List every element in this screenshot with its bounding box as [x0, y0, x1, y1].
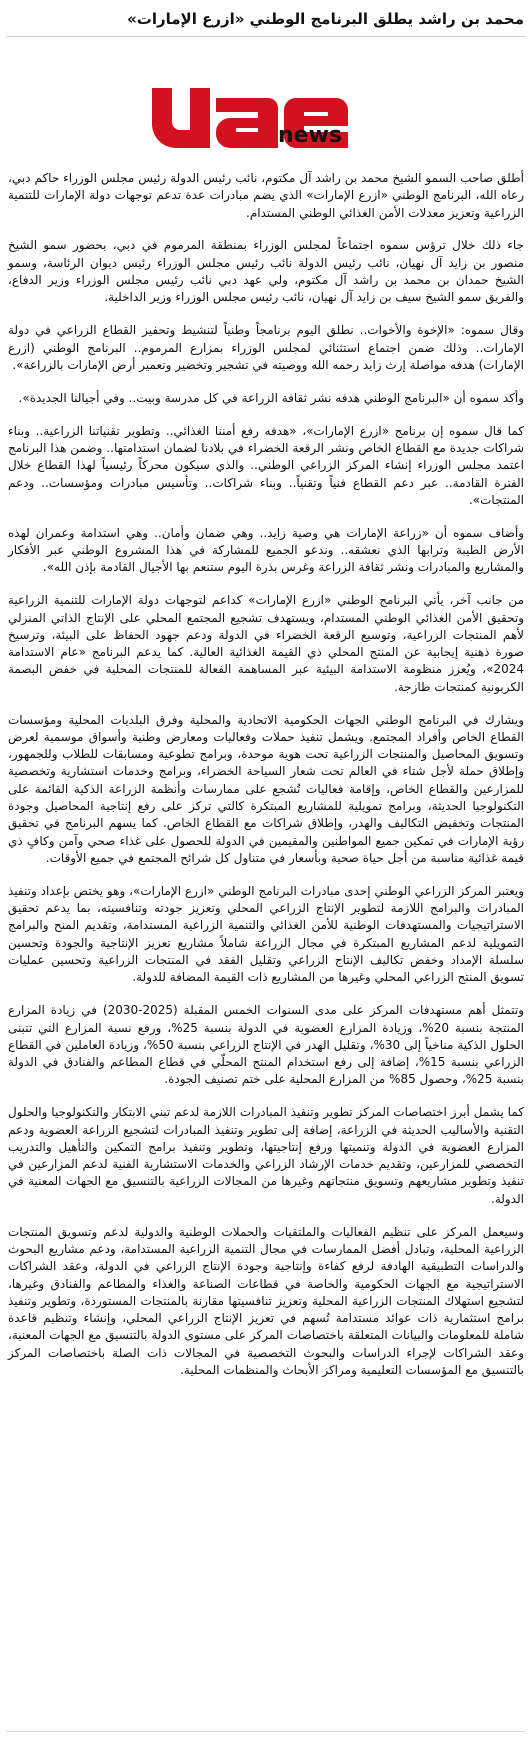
- headline-divider: [6, 36, 526, 37]
- article-headline: محمد بن راشد يطلق البرنامج الوطني «ازرع الإمارات»: [127, 10, 524, 28]
- article-paragraph: كما يشمل أبرز اختصاصات المركز تطوير وتنفيذ المبادرات اللازمة لدعم تبني الابتكار والتكنولوجيا والحلول التقنية والأساليب الحديثة في الزراعة، إضافة إلى تطوير وتنفيذ المبادرات لتشجيع الزراعة العضوية ودعم المزارع العضوية في الدولة وتنميتها ورفع إنتاجيتها، وتطوير وتنفيذ برامج التمكين والتأهيل والتدريب التخصصي للمزارعين، وتقديم خدمات الإرشاد الزراعي والخدمات الاستشارية الفنية لدعم المزارعين في تنفيذ وتطوير مشاريعهم وتسويق منتجاتهم وغيرها من المجالات الزراعية بالتنسيق مع الجهات المعنية في الدولة.: [8, 1105, 524, 1206]
- bottom-divider: [6, 1731, 526, 1732]
- article-paragraph: كما قال سموه إن برنامج «ازرع الإمارات»، «هدفه رفع أمننا الغذائي.. وتطوير تقنياتنا الزراعية.. وبناء شراكات جديدة مع القطاع الخاص ونشر الرقعة الخضراء في بلادنا لضمان استدامتها.. وضمن هذا البرنامج اعتمد مجلس الوزراء إنشاء المركز الزراعي الوطني.. والذي سيكون محركاً رئيسياً لهذا القطاع خلال الفترة القادمة.. عبر دعم القطاع فنياً وتقنياً.. وبناء شراكات.. وتأسيس مبادرات ومؤسسات.. ودعم المنتجات».: [8, 423, 524, 507]
- article-paragraph: ويشارك في البرنامج الوطني الجهات الحكومية الاتحادية والمحلية وفرق البلديات المحلية ومؤسسات القطاع الخاص وأفراد المجتمع. ويشمل تنفيذ حملات وفعاليات ومعارض وطنية وأسواق موسمية لعرض وتسويق المحاصيل والمنتجات الزراعية تحت هوية موحدة، وبرامج تطوعية ومسابقات للطلاب وللجمهور، وإطلاق حملة لأجل شتاء في العالم تحت شعار السياحة الخضراء، وبرامج وخدمات استشارية وتخصصية للمزارعين والقطاع الخاص، وإقامة فعاليات تُشجع على ممارسات وأنظمة الزراعة الذكية القائمة على التكنولوجيا الحديثة، وبرامج تمويلية للمشاريع المبتكرة كالتي تركز على رفع إنتاجية المحاصيل وجودة المنتجات وتخفيض التكاليف والهدر، وإطلاق شراكات مع القطاع الخاص. كما يسهم البرنامج في تحقيق رؤية الإمارات في تمكين جميع المواطنين والمقيمين في الدولة للحصول على غذاء صحي وآمن وكافٍ ذي قيمة غذائية مناسبة من أجل حياة صحية وبأسعار في متناول كل شرائح المجتمع في جميع الأوقات.: [8, 712, 524, 865]
- article-paragraph: ويعتبر المركز الزراعي الوطني إحدى مبادرات البرنامج الوطني «ازرع الإمارات»، وهو يختص بإعداد وتنفيذ المبادرات والبرامج اللازمة لتطوير الإنتاج الزراعي المحلي وتعزيز جودته وتنافسيته، بما يدعم تحقيق الاستراتيجيات والمستهدفات الوطنية للأمن الغذائي والتنمية الزراعية المستدامة، وتقديم المنح والبرامج التمويلية لدعم المشاريع المبتكرة في مجال الزراعة شاملاً مشاريع تعزيز الإنتاجية والجودة وتحسين سلسلة الإمداد وخفض تكاليف الإنتاج الزراعي وتقليل الفقد في المنتجات الزراعية وتحسين عمليات تسويق المنتج الزراعي المحلي وغيرها من المشاريع ذات القيمة المضافة للدولة.: [8, 883, 524, 985]
- article-body: [8, 170, 524, 1395]
- article-paragraph: وأضاف سموه أن «زراعة الإمارات هي وصية زايد.. وهي ضمان وأمان.. وهي استدامة وعمران لهذه الأرض الطيبة وترابها الذي نعشقه.. وندعو الجميع للمشاركة في هذا المشروع الوطني عبر الأفكار والمشاريع والمبادرات ونشر ثقافة الزراعة وغرس بذرة اليوم ستنعم بها الأجيال القادمة بإذن الله».: [8, 525, 524, 575]
- article-paragraph: وتتمثل أهم مستهدفات المركز على مدى السنوات الخمس المقبلة (2025-2030) في زيادة المزارع المنتجة بنسبة 20%، وزيادة المزارع العضوية في الدولة بنسبة 25%، ورفع نسبة المزارع التي تتبنى الحلول الذكية مناخياً إلى 30%، وتقليل الهدر في الإنتاج الزراعي بنسبة 50%، وزيادة العاملين في القطاع الزراعي بنسبة 15%، إضافة إلى رفع استخدام المنتج المحلّي في قطاع المطاعم والفنادق في الدولة بنسبة 25%، وحصول 85% من المزارع المحلية على ختم تصنيف الجودة.: [8, 1003, 524, 1087]
- logo-news-text: news: [277, 123, 342, 148]
- article-paragraph: جاء ذلك خلال ترؤس سموه اجتماعاً لمجلس الوزراء بمنطقة المرموم في دبي، بحضور سمو الشيخ منصور بن زايد آل نهيان، نائب رئيس الدولة نائب رئيس مجلس الوزراء رئيس ديوان الرئاسة، وسمو الشيخ حمدان بن محمد بن راشد آل مكتوم، ولي عهد دبي نائب رئيس مجلس الوزراء وزير الدفاع، والفريق سمو الشيخ سيف بن زايد آل نهيان، نائب رئيس مجلس الوزراء وزير الداخلية.: [8, 238, 524, 305]
- article-paragraph: أطلق صاحب السمو الشيخ محمد بن راشد آل مكتوم، نائب رئيس الدولة رئيس مجلس الوزراء حاكم دبي، رعاه الله، البرنامج الوطني «ازرع الإمارات» الذي يضم مبادرات عدة تدعم توجهات دولة الإمارات للتنمية الزراعية وتعزيز معدلات الأمن الغذائي الوطني المستدام.: [8, 171, 524, 220]
- article-paragraph: من جانب آخر، يأتي البرنامج الوطني «ازرع الإمارات» كداعم لتوجهات دولة الإمارات للتنمية الزراعية وتحقيق الأمن الغذائي الوطني المستدام، ويستهدف تشجيع المجتمع المحلي على الإنتاج الذاتي المنزلي لأهم المنتجات الزراعية، وتوسيع الرقعة الخضراء في الدولة ودعم جهود الحفاظ على البيئة، وترسيخ صورة ذهنية إيجابية عن المنتج المحلي ذي القيمة الغذائية العالية. كما يدعم البرنامج «عام الاستدامة 2024»، ويُعزز منظومة الاستدامة البيئية عبر المساهمة الفعالة للمنتجات المحلية في خفض البصمة الكربونية كمنتجات طازجة.: [8, 593, 524, 694]
- article-paragraph: وأكد سموه أن «البرنامج الوطني هدفه نشر ثقافة الزراعة في كل مدرسة وبيت.. وفي أجيالنا الجديدة».: [18, 390, 524, 405]
- uae-news-logo: [146, 82, 386, 154]
- article-paragraph: وقال سموه: «الإخوة والأخوات.. نطلق اليوم برنامجاً وطنياً لتنشيط وتحفيز القطاع الزراعي في دولة الإمارات.. وذلك ضمن اجتماع استثنائي لمجلس الوزراء بمزارع المرموم.. البرنامج الوطني (ازرع الإمارات) هدفه مواصلة إرث زايد رحمه الله ووصيته في تشجير وتخضير وتعمير أرض الإمارات بالزراعة».: [8, 323, 524, 372]
- article-paragraph: وسيعمل المركز على تنظيم الفعاليات والملتقيات والحملات الوطنية والدولية لدعم وتسويق المنتجات الزراعية المحلية، وتبادل أفضل الممارسات في مجال التنمية الزراعية المستدامة، ودعم مشاريع البحوث والدراسات التطبيقية الهادفة لرفع كفاءة وإنتاجية وجودة الإنتاج الزراعي في الدولة، وعقد الشراكات الاستراتيجية مع الجهات الحكومية والخاصة في قطاعات الصناعة والغذاء والمطاعم والفنادق وغيرها، لتشجيع استهلاك المنتجات الزراعية المحلية وتعزيز تنافسيتها مقارنة بالمنتجات المستوردة، وتطوير وتنفيذ برامج استثمارية ذات عوائد مستدامة تُسهم في تعزيز الإنتاج الزراعي المحلي، وإنشاء وتنظيم قاعدة شاملة للمعلومات والبيانات المتعلقة باختصاصات المركز على مستوى الدولة بالتنسيق مع الجهات المعنية، وعقد الشراكات لإجراء الدراسات والبحوث التخصصية في المجالات ذات الصلة باختصاصات المركز بالتنسيق مع المؤسسات التعليمية ومراكز الأبحاث والمنظمات المحلية.: [8, 1224, 524, 1378]
